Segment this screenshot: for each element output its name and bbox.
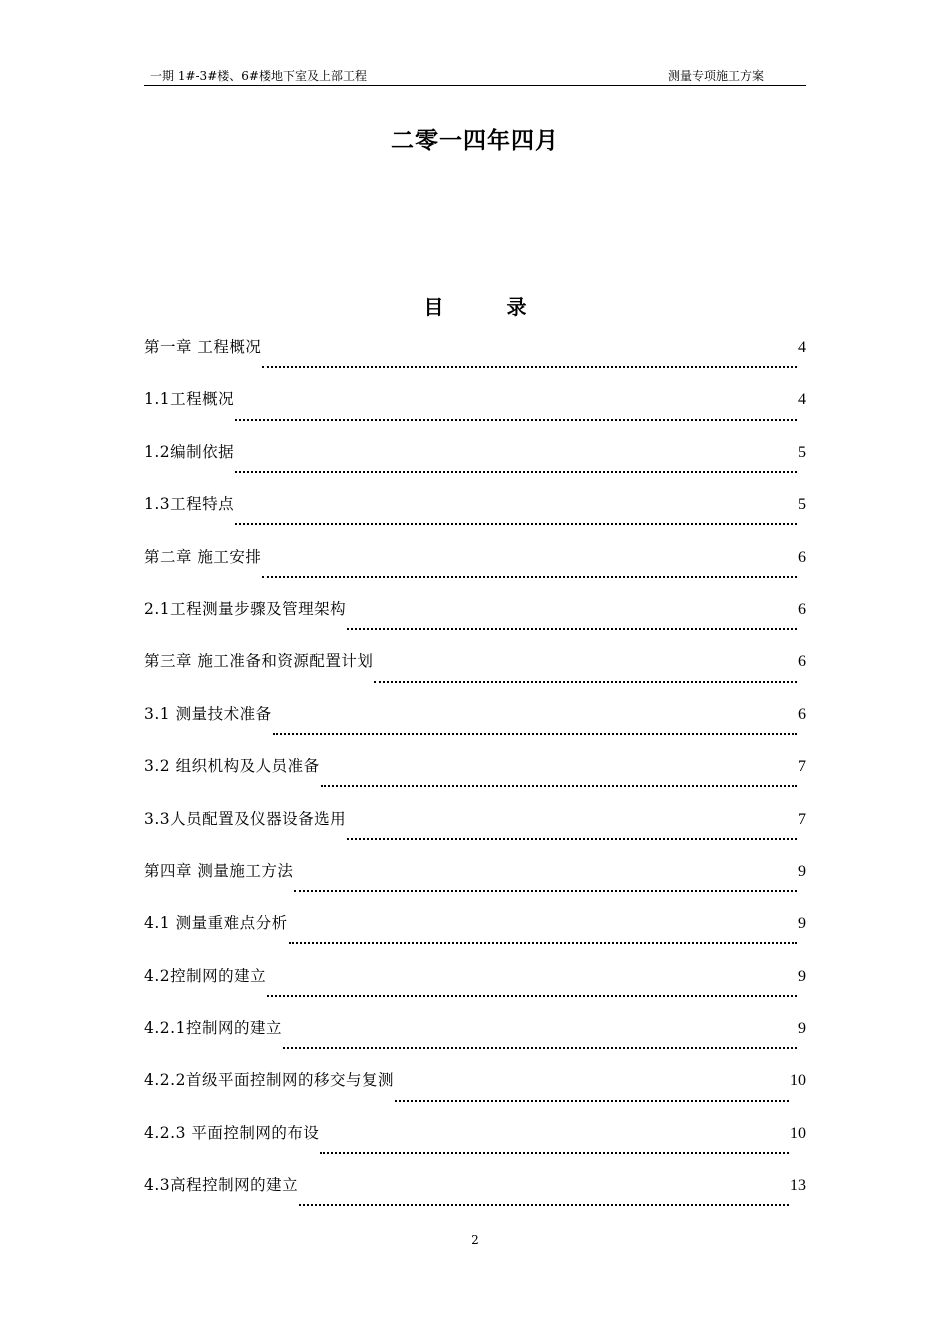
toc-dot-leader [273,723,797,735]
toc-entry-label: 4.2控制网的建立 [144,966,267,985]
toc-dot-leader [283,1037,797,1049]
toc-dot-leader [267,985,797,997]
toc-entry-page: 6 [798,705,806,723]
header-document-title: 测量专项施工方案 [667,69,764,83]
toc-title: 目 录 [423,295,555,319]
toc-entry[interactable] [144,1067,806,1119]
toc-entry[interactable] [144,858,806,910]
toc-entry[interactable] [144,753,806,805]
toc-entry-page: 9 [798,862,806,880]
header-project-name: 一期 1#-3#楼、6#楼地下室及上部工程 [150,69,367,83]
toc-entry-label: 3.1 测量技术准备 [144,704,272,723]
toc-dot-leader [321,775,797,787]
table-of-contents [144,334,806,1225]
toc-entry[interactable] [144,491,806,543]
toc-dot-leader [347,618,797,630]
toc-entry-page: 10 [790,1072,806,1090]
toc-entry-page: 7 [798,758,806,776]
toc-entry[interactable] [144,544,806,596]
toc-entry-label: 4.2.2首级平面控制网的移交与复测 [144,1071,394,1090]
toc-entry-label: 第一章 工程概况 [144,338,262,356]
toc-dot-leader [294,880,797,892]
toc-entry[interactable] [144,1120,806,1172]
toc-entry[interactable] [144,910,806,962]
toc-entry[interactable] [144,386,806,438]
toc-dot-leader [262,356,797,368]
toc-entry-page: 5 [798,496,806,514]
toc-entry-label: 3.3人员配置及仪器设备选用 [144,809,347,828]
toc-entry-label: 4.1 测量重难点分析 [144,914,288,933]
toc-entry-label: 第三章 施工准备和资源配置计划 [144,652,374,671]
toc-entry[interactable] [144,439,806,491]
toc-entry-label: 4.2.3 平面控制网的布设 [144,1123,320,1142]
toc-entry-page: 5 [798,443,806,461]
toc-entry-label: 3.2 组织机构及人员准备 [144,757,320,776]
toc-entry-label: 1.2编制依据 [144,442,235,461]
toc-entry-label: 第二章 施工安排 [144,547,262,566]
toc-entry-label: 2.1工程测量步骤及管理架构 [144,599,347,618]
toc-entry[interactable] [144,963,806,1015]
toc-entry-page: 4 [798,339,806,356]
toc-entry-label: 4.2.1控制网的建立 [144,1019,282,1038]
toc-entry[interactable] [144,648,806,700]
toc-entry[interactable] [144,806,806,858]
toc-entry[interactable] [144,596,806,648]
toc-entry-page: 10 [790,1124,806,1142]
toc-dot-leader [235,461,797,473]
toc-dot-leader [320,1142,789,1154]
toc-entry-page: 4 [798,391,806,409]
toc-entry-page: 6 [798,600,806,618]
toc-entry-page: 6 [798,548,806,566]
toc-dot-leader [262,566,797,578]
toc-entry[interactable] [144,701,806,753]
page-number: 2 [471,1233,479,1247]
toc-entry-page: 9 [798,1020,806,1038]
toc-entry-label: 1.1工程概况 [144,390,235,409]
toc-dot-leader [299,1194,789,1206]
toc-entry-label: 第四章 测量施工方法 [144,861,294,880]
toc-dot-leader [395,1090,789,1102]
toc-dot-leader [235,513,797,525]
toc-entry-page: 9 [798,915,806,933]
toc-entry[interactable] [144,1015,806,1067]
toc-dot-leader [374,671,797,683]
toc-entry[interactable] [144,1172,806,1224]
toc-entry-label: 1.3工程特点 [144,495,235,514]
toc-entry-label: 4.3高程控制网的建立 [144,1176,299,1195]
toc-entry-page: 9 [798,967,806,985]
toc-dot-leader [235,409,797,421]
toc-dot-leader [347,828,797,840]
toc-entry-page: 6 [798,653,806,671]
date-title: 二零一四年四月 [391,128,559,154]
toc-dot-leader [289,932,797,944]
toc-entry-page: 7 [798,810,806,828]
toc-entry[interactable] [144,334,806,386]
page-header [144,67,806,86]
toc-entry-page: 13 [790,1177,806,1195]
